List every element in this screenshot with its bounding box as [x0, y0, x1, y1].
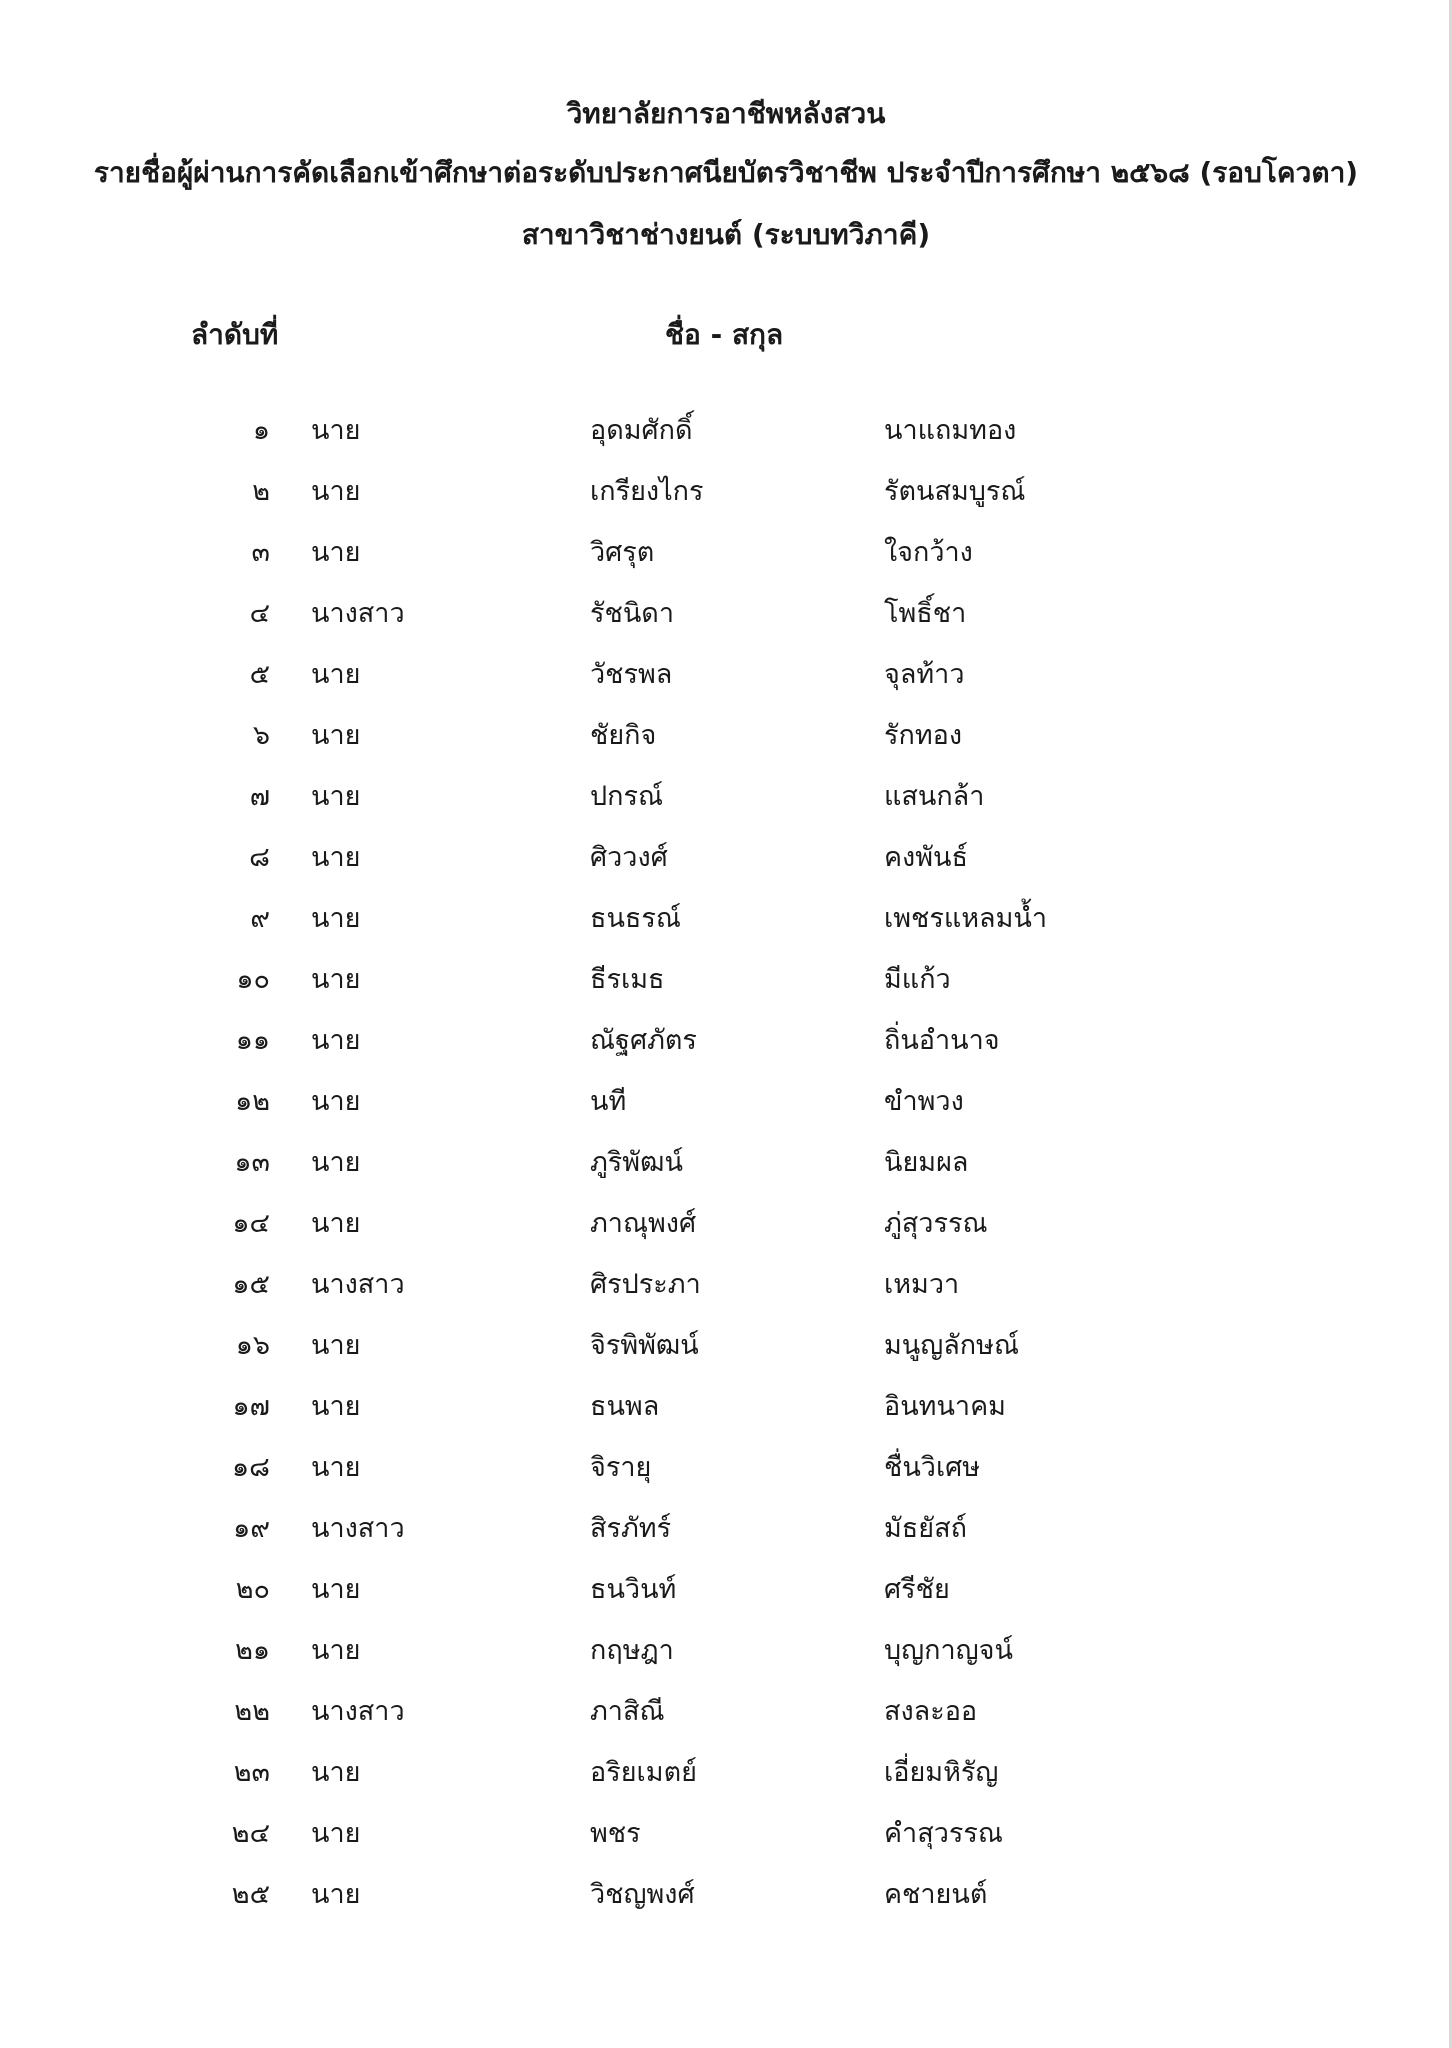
row-first-name: นที: [590, 1086, 627, 1117]
row-first-name: ภูริพัฒน์: [590, 1147, 683, 1178]
column-header-name: ชื่อ - สกุล: [665, 318, 784, 351]
row-last-name: รัตนสมบูรณ์: [884, 476, 1026, 507]
row-number: ๒๒: [234, 1696, 270, 1727]
row-number: ๔: [249, 598, 270, 629]
row-first-name: วัชรพล: [590, 659, 673, 690]
college-name: วิทยาลัยการอาชีพหลังสวน: [566, 97, 886, 130]
list-item: [0, 472, 1452, 533]
row-title: นาย: [311, 1452, 361, 1483]
row-title: นาย: [311, 1574, 361, 1605]
row-title: นาย: [311, 1757, 361, 1788]
list-item: [0, 1326, 1452, 1387]
list-item: [0, 1448, 1452, 1509]
row-first-name: ภาสิณี: [590, 1696, 665, 1727]
list-item: [0, 1082, 1452, 1143]
list-item: [0, 1021, 1452, 1082]
row-number: ๒๐: [235, 1574, 270, 1605]
row-number: ๑๔: [232, 1208, 270, 1239]
row-first-name: ณัฐศภัตร: [590, 1025, 697, 1056]
row-last-name: มัธยัสถ์: [884, 1513, 967, 1544]
announcement-title: รายชื่อผู้ผ่านการคัดเลือกเข้าศึกษาต่อระดับประกาศนียบัตรวิชาชีพ ประจำปีการศึกษา ๒๕๖๘ (รอบโควตา): [93, 156, 1359, 189]
row-title: นาย: [311, 964, 361, 995]
row-first-name: ภาณุพงศ์: [590, 1208, 697, 1239]
row-number: ๑๖: [235, 1330, 270, 1361]
row-first-name: ธนพล: [590, 1391, 660, 1422]
row-first-name: ธีรเมธ: [590, 964, 665, 995]
row-last-name: เพชรแหลมน้ำ: [884, 903, 1048, 934]
row-number: ๗: [249, 781, 270, 812]
row-title: นางสาว: [311, 598, 405, 629]
list-item: [0, 411, 1452, 472]
row-first-name: จิรพิพัฒน์: [590, 1330, 699, 1361]
list-item: [0, 1143, 1452, 1204]
row-number: ๒: [252, 476, 270, 507]
row-number: ๑๐: [236, 964, 270, 995]
list-item: [0, 899, 1452, 960]
row-first-name: อุดมศักดิ์: [590, 415, 693, 446]
row-first-name: วิศรุต: [590, 537, 655, 568]
list-item: [0, 838, 1452, 899]
row-first-name: ธนวินท์: [590, 1574, 677, 1605]
row-title: นาย: [311, 842, 361, 873]
name-list: [0, 411, 1452, 1936]
row-first-name: สิรภัทร์: [590, 1513, 672, 1544]
row-last-name: เอี่ยมหิรัญ: [884, 1757, 999, 1788]
row-first-name: กฤษฎา: [590, 1635, 674, 1666]
list-item: [0, 1265, 1452, 1326]
row-number: ๑: [252, 415, 270, 446]
row-first-name: วิชญพงศ์: [590, 1879, 695, 1910]
row-title: นาย: [311, 1086, 361, 1117]
row-last-name: มีแก้ว: [884, 964, 951, 995]
row-title: นาย: [311, 1635, 361, 1666]
row-last-name: ศรีชัย: [884, 1574, 950, 1605]
row-last-name: ภู่สุวรรณ: [884, 1208, 988, 1239]
row-last-name: แสนกล้า: [884, 781, 985, 812]
row-number: ๙: [250, 903, 270, 934]
row-title: นาย: [311, 1391, 361, 1422]
row-last-name: นาแถมทอง: [884, 415, 1017, 446]
row-number: ๑๙: [233, 1513, 270, 1544]
row-title: นาย: [311, 537, 361, 568]
row-title: นาย: [311, 659, 361, 690]
row-last-name: ใจกว้าง: [884, 537, 973, 568]
list-item: [0, 1631, 1452, 1692]
list-item: [0, 1875, 1452, 1936]
list-item: [0, 1570, 1452, 1631]
list-item: [0, 777, 1452, 838]
row-title: นาย: [311, 1208, 361, 1239]
row-last-name: บุญกาญจน์: [884, 1635, 1013, 1666]
row-title: นาย: [311, 1879, 361, 1910]
row-number: ๑๒: [235, 1086, 270, 1117]
row-first-name: ธนธรณ์: [590, 903, 681, 934]
list-item: [0, 1814, 1452, 1875]
row-first-name: จิรายุ: [590, 1452, 652, 1483]
row-last-name: จุลท้าว: [884, 659, 965, 690]
row-last-name: ชื่นวิเศษ: [884, 1452, 981, 1483]
row-last-name: นิยมผล: [884, 1147, 969, 1178]
row-title: นาย: [311, 1025, 361, 1056]
row-title: นาย: [311, 781, 361, 812]
row-number: ๑๕: [232, 1269, 270, 1300]
list-item: [0, 960, 1452, 1021]
column-header-number: ลำดับที่: [191, 318, 279, 351]
row-title: นาย: [311, 720, 361, 751]
row-first-name: ศิรประภา: [590, 1269, 701, 1300]
row-first-name: เกรียงไกร: [590, 476, 704, 507]
row-last-name: รักทอง: [884, 720, 963, 751]
row-last-name: คำสุวรรณ: [884, 1818, 1003, 1849]
row-last-name: มนูญลักษณ์: [884, 1330, 1019, 1361]
row-last-name: คชายนต์: [884, 1879, 988, 1910]
row-title: นางสาว: [311, 1696, 405, 1727]
row-first-name: รัชนิดา: [590, 598, 674, 629]
program-name: สาขาวิชาช่างยนต์ (ระบบทวิภาคี): [521, 218, 931, 251]
row-title: นาย: [311, 476, 361, 507]
row-first-name: ชัยกิจ: [590, 720, 657, 751]
row-last-name: คงพันธ์: [884, 842, 968, 873]
row-number: ๒๓: [233, 1757, 270, 1788]
row-title: นางสาว: [311, 1269, 405, 1300]
list-item: [0, 1692, 1452, 1753]
row-number: ๕: [249, 659, 270, 690]
row-number: ๘: [249, 842, 270, 873]
row-number: ๒๕: [231, 1879, 270, 1910]
list-item: [0, 1387, 1452, 1448]
row-last-name: สงละออ: [884, 1696, 978, 1727]
list-item: [0, 1509, 1452, 1570]
row-number: ๑๘: [232, 1452, 270, 1483]
row-last-name: เหมวา: [884, 1269, 960, 1300]
row-number: ๒๑: [235, 1635, 270, 1666]
list-item: [0, 1753, 1452, 1814]
row-number: ๑๑: [235, 1025, 270, 1056]
list-item: [0, 1204, 1452, 1265]
row-first-name: อริยเมตย์: [590, 1757, 697, 1788]
row-number: ๒๔: [231, 1818, 270, 1849]
row-title: นาย: [311, 1147, 361, 1178]
row-first-name: พชร: [590, 1818, 641, 1849]
row-number: ๑๓: [234, 1147, 270, 1178]
row-number: ๓: [251, 537, 270, 568]
row-first-name: ศิววงศ์: [590, 842, 668, 873]
row-first-name: ปกรณ์: [590, 781, 664, 812]
list-item: [0, 594, 1452, 655]
list-item: [0, 533, 1452, 594]
row-title: นางสาว: [311, 1513, 405, 1544]
list-item: [0, 655, 1452, 716]
row-title: นาย: [311, 1818, 361, 1849]
list-item: [0, 716, 1452, 777]
row-number: ๖: [252, 720, 270, 751]
row-title: นาย: [311, 1330, 361, 1361]
row-last-name: โพธิ์ชา: [884, 598, 967, 629]
row-number: ๑๗: [232, 1391, 270, 1422]
row-title: นาย: [311, 903, 361, 934]
row-last-name: ขำพวง: [884, 1086, 964, 1117]
row-last-name: ถิ่นอำนาจ: [884, 1025, 1000, 1056]
row-title: นาย: [311, 415, 361, 446]
row-last-name: อินทนาคม: [884, 1391, 1006, 1422]
